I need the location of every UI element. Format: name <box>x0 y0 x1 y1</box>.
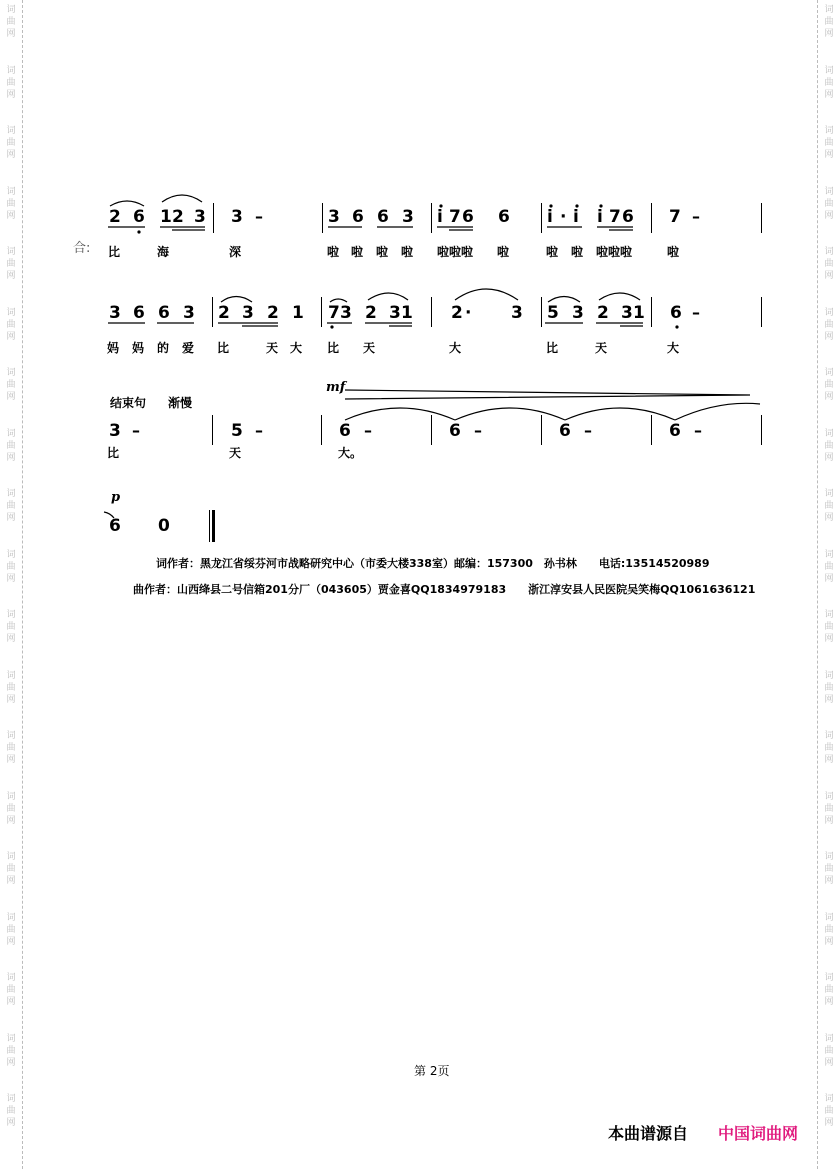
watermark-text: 词 曲 网 <box>6 247 16 281</box>
lyric: 啦啦啦 <box>596 245 633 259</box>
watermark-text: 词 曲 网 <box>824 186 834 221</box>
note: 7 <box>669 207 681 227</box>
watermark-text: 词 曲 网 <box>824 549 834 584</box>
watermark-text: 词 曲 网 <box>824 1094 834 1128</box>
dash: – <box>132 421 140 440</box>
chorus-label: 合: <box>73 241 91 256</box>
bar-line <box>431 297 432 327</box>
note: i <box>547 207 553 227</box>
lyric: 比 <box>107 446 120 460</box>
note: 1 <box>160 207 172 227</box>
note: 2 <box>451 303 463 323</box>
lyric: 比 <box>327 341 340 355</box>
watermark-text: 词 曲 网 <box>824 428 834 463</box>
lyricist-credit: 词作者：黑龙江省绥芬河市战略研究中心（市委大楼338室）邮编：157300 孙书林 电话:13514520989 <box>156 557 710 570</box>
watermark-text: 词 曲 网 <box>6 368 16 402</box>
watermark-text: 词 曲 网 <box>6 489 16 523</box>
lyric: 比 <box>108 245 121 259</box>
lyric: 大 <box>449 341 462 355</box>
note: i <box>573 207 579 227</box>
watermark-text: 词 曲 网 <box>6 307 16 342</box>
footer-source-label: 本曲谱源自 <box>608 1124 689 1143</box>
watermark-text: 词 曲 网 <box>824 731 834 765</box>
lyric: 啦 <box>571 245 584 259</box>
bar-line <box>431 203 432 233</box>
dynamic-marking: p <box>111 490 121 505</box>
note: 3 <box>194 207 206 227</box>
watermark-text: 词 曲 网 <box>824 670 834 705</box>
dash: – <box>692 207 700 226</box>
note: 3 <box>231 207 243 227</box>
bar-line <box>761 203 762 233</box>
note: 1 <box>292 303 304 323</box>
lyric: 啦 <box>327 245 340 259</box>
note: 7 <box>328 303 340 323</box>
note: 3 <box>340 303 352 323</box>
lyric: 的 <box>157 341 170 355</box>
note: · <box>560 207 567 227</box>
note: 3 <box>109 303 121 323</box>
watermark-text: 词 曲 网 <box>824 1033 834 1068</box>
watermark-text: 词 曲 网 <box>824 973 834 1007</box>
note: i <box>437 207 443 227</box>
note: 3 <box>402 207 414 227</box>
note: 3 <box>511 303 523 323</box>
footer-site-name[interactable]: 中国词曲网 <box>718 1124 799 1143</box>
note: 6 <box>133 207 145 227</box>
note: 5 <box>231 421 243 441</box>
watermark-text: 词 曲 网 <box>6 428 16 463</box>
lyric: 啦啦啦 <box>437 245 474 259</box>
note: 3 <box>572 303 584 323</box>
lyric: 大。 <box>338 446 363 460</box>
bar-line <box>213 203 214 233</box>
watermark-text: 词 曲 网 <box>824 307 834 342</box>
bar-line <box>761 297 762 327</box>
watermark-text: 词 曲 网 <box>6 973 16 1007</box>
watermark-text: 词 曲 网 <box>824 65 834 100</box>
note: 2 <box>218 303 230 323</box>
ending-phrase-label: 结束句 <box>110 396 147 410</box>
bar-line <box>541 297 542 327</box>
note: 6 <box>339 421 351 441</box>
watermark-text: 词 曲 网 <box>6 5 16 39</box>
watermark-text: 词 曲 网 <box>824 5 834 39</box>
dash: – <box>255 421 263 440</box>
lyric: 爱 <box>182 341 195 355</box>
watermark-text: 词 曲 网 <box>6 610 16 644</box>
watermark-text: 词 曲 网 <box>6 791 16 826</box>
dash: – <box>584 421 592 440</box>
watermark-text: 词 曲 网 <box>824 126 834 160</box>
note: 6 <box>559 421 571 441</box>
note: 0 <box>158 516 170 536</box>
final-bar-line <box>209 510 210 542</box>
note: 6 <box>352 207 364 227</box>
lyric: 大 <box>667 341 680 355</box>
watermark-text: 词 曲 网 <box>6 186 16 221</box>
note: 1 <box>401 303 413 323</box>
bar-line <box>651 415 652 445</box>
note: 6 <box>377 207 389 227</box>
composer-credit: 曲作者：山西绛县二号信箱201分厂（043605）贾金喜QQ1834979183 浙江淳安县人民医院吴笑梅QQ1061636121 <box>133 583 756 596</box>
dash: – <box>694 421 702 440</box>
lyric: 啦 <box>546 245 559 259</box>
bar-line <box>651 203 652 233</box>
lyric: 比 <box>217 341 230 355</box>
note: 5 <box>547 303 559 323</box>
note: 3 <box>183 303 195 323</box>
note: 6 <box>670 303 682 323</box>
note: 6 <box>462 207 474 227</box>
bar-line <box>541 415 542 445</box>
note: 6 <box>158 303 170 323</box>
bar-line <box>212 297 213 327</box>
dash: – <box>474 421 482 440</box>
bar-line <box>651 297 652 327</box>
note: 7 <box>449 207 461 227</box>
lyric: 深 <box>229 245 242 259</box>
lyric: 大 <box>290 341 303 355</box>
watermark-text: 词 曲 网 <box>824 489 834 523</box>
note: 6 <box>669 421 681 441</box>
dash: – <box>255 207 263 226</box>
lyric: 啦 <box>376 245 389 259</box>
lyric: 啦 <box>351 245 364 259</box>
note: 7 <box>609 207 621 227</box>
lyric: 海 <box>157 245 170 259</box>
lyric: 妈 <box>132 341 145 355</box>
note: 2 <box>172 207 184 227</box>
lyric: 天 <box>595 341 608 355</box>
bar-line <box>541 203 542 233</box>
watermark-text: 词 曲 网 <box>6 549 16 584</box>
watermark-text: 词 曲 网 <box>6 912 16 947</box>
lyric: 啦 <box>401 245 414 259</box>
watermark-text: 词 曲 网 <box>824 852 834 886</box>
page-number: 第 2页 <box>414 1064 450 1078</box>
dash: – <box>692 303 700 322</box>
watermark-text: 词 曲 网 <box>824 610 834 644</box>
bar-line <box>321 297 322 327</box>
lyric: 啦 <box>667 245 680 259</box>
watermark-text: 词 曲 网 <box>6 1033 16 1068</box>
note: 3 <box>109 421 121 441</box>
watermark-text: 词 曲 网 <box>6 670 16 705</box>
note: 2 <box>267 303 279 323</box>
watermark-text: 词 曲 网 <box>824 247 834 281</box>
note: 6 <box>622 207 634 227</box>
bar-line <box>212 415 213 445</box>
watermark-text: 词 曲 网 <box>6 126 16 160</box>
lyric: 啦 <box>497 245 510 259</box>
lyric: 比 <box>546 341 559 355</box>
bar-line <box>761 415 762 445</box>
watermark-text: 词 曲 网 <box>824 912 834 947</box>
lyric: 天 <box>363 341 376 355</box>
note: · <box>465 303 472 323</box>
dynamic-marking: mf <box>326 380 346 395</box>
note: 6 <box>498 207 510 227</box>
note: 1 <box>633 303 645 323</box>
note: 2 <box>365 303 377 323</box>
lyric: 妈 <box>107 341 120 355</box>
bar-line <box>431 415 432 445</box>
watermark-text: 词 曲 网 <box>824 368 834 402</box>
note: 3 <box>242 303 254 323</box>
ritardando-label: 渐慢 <box>168 396 193 410</box>
note: i <box>597 207 603 227</box>
bar-line <box>322 203 323 233</box>
note: 2 <box>109 207 121 227</box>
final-bar-line <box>212 510 215 542</box>
watermark-text: 词 曲 网 <box>6 65 16 100</box>
watermark-text: 词 曲 网 <box>6 731 16 765</box>
note: 6 <box>449 421 461 441</box>
watermark-text: 词 曲 网 <box>6 1094 16 1128</box>
note: 3 <box>389 303 401 323</box>
note: 6 <box>133 303 145 323</box>
note: 3 <box>621 303 633 323</box>
watermark-text: 词 曲 网 <box>824 791 834 826</box>
note: 6 <box>109 516 121 536</box>
note: 2 <box>597 303 609 323</box>
dash: – <box>364 421 372 440</box>
note: 3 <box>328 207 340 227</box>
lyric: 天 <box>266 341 279 355</box>
bar-line <box>321 415 322 445</box>
lyric: 天 <box>229 446 242 460</box>
watermark-text: 词 曲 网 <box>6 852 16 886</box>
